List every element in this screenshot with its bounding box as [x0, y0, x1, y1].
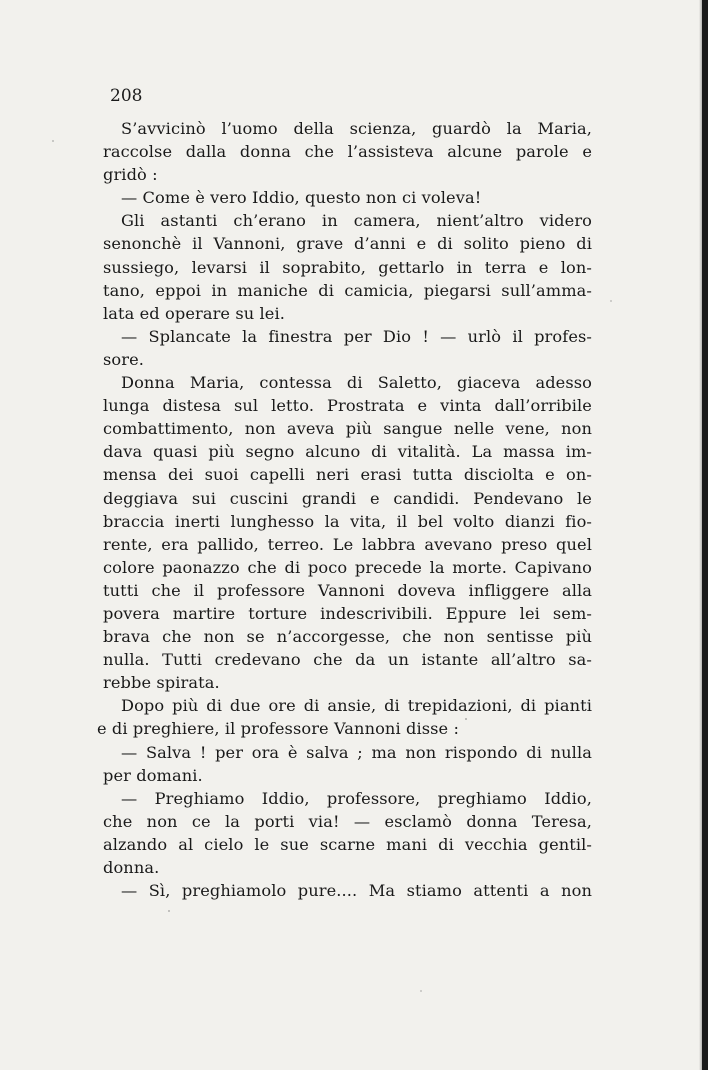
text-line: e di preghiere, il professore Vannoni disse : — [97, 719, 460, 739]
text-line: colore paonazzo che di poco precede la morte. Capivano — [103, 557, 592, 577]
text-line: S’avvicinò l’uomo della scienza, guardò la Maria, — [121, 119, 592, 138]
text-line: raccolse dalla donna che l’assisteva alcune parole e — [103, 142, 592, 162]
text-line: rente, era pallido, terreo. Le labbra avevano preso quel — [103, 534, 592, 554]
text-line: brava che non se n’accorgesse, che non sentisse più — [103, 627, 592, 647]
text-line: combattimento, non aveva più sangue nelle vene, non — [103, 419, 592, 439]
page-number: 208 — [110, 86, 143, 106]
text-line: nulla. Tutti credevano che da un istante all’altro sa- — [103, 650, 592, 670]
text-line: rebbe spirata. — [103, 673, 220, 693]
text-line: — Come è vero Iddio, questo non ci voleva! — [121, 188, 482, 208]
text-line: donna. — [103, 858, 160, 877]
body-text — [97, 117, 592, 902]
text-line: braccia inerti lunghesso la vita, il bel volto dianzi fio- — [103, 511, 592, 531]
text-line: per domani. — [103, 765, 203, 785]
text-line: tutti che il professore Vannoni doveva infliggere alla — [103, 580, 592, 600]
text-line: sore. — [103, 349, 145, 369]
text-line: mensa dei suoi capelli neri erasi tutta disciolta e on- — [103, 465, 592, 485]
text-line: povera martire torture indescrivibili. Eppure lei sem- — [103, 603, 592, 623]
paper-speck — [610, 300, 612, 302]
text-line: — Sì, preghiamolo pure.... Ma stiamo attenti a non — [121, 881, 592, 901]
paper-speck — [420, 990, 422, 992]
text-line: — Preghiamo Iddio, professore, preghiamo Iddio, — [121, 788, 592, 808]
text-line: sussiego, levarsi il soprabito, gettarlo in terra e lon- — [103, 257, 592, 277]
text-line: gridò : — [103, 165, 158, 185]
text-line: lunga distesa sul letto. Prostrata e vinta dall’orribile — [103, 396, 592, 416]
text-line: alzando al cielo le sue scarne mani di vecchia gentil- — [103, 834, 592, 854]
paper-speck — [52, 140, 54, 142]
text-line: deggiava sui cuscini grandi e candidi. Pendevano le — [103, 488, 592, 508]
page-edge — [702, 0, 708, 1070]
text-line: — Salva ! per ora è salva ; ma non rispondo di nulla — [121, 742, 592, 762]
text-line: dava quasi più segno alcuno di vitalità. La massa im- — [103, 442, 592, 462]
text-line: senonchè il Vannoni, grave d’anni e di solito pieno di — [103, 234, 592, 254]
text-line: che non ce la porti via! — esclamò donna Teresa, — [103, 811, 592, 831]
text-line: lata ed operare su lei. — [103, 303, 286, 323]
paper-speck — [168, 910, 170, 912]
text-line: Gli astanti ch’erano in camera, nient’altro videro — [121, 211, 592, 231]
text-line: — Splancate la finestra per Dio ! — urlò il profes- — [121, 326, 592, 346]
text-line: Dopo più di due ore di ansie, di trepidazioni, di pianti — [121, 696, 592, 716]
text-line: tano, eppoi in maniche di camicia, piegarsi sull’amma- — [103, 280, 592, 300]
text-line: Donna Maria, contessa di Saletto, giaceva adesso — [121, 373, 592, 393]
